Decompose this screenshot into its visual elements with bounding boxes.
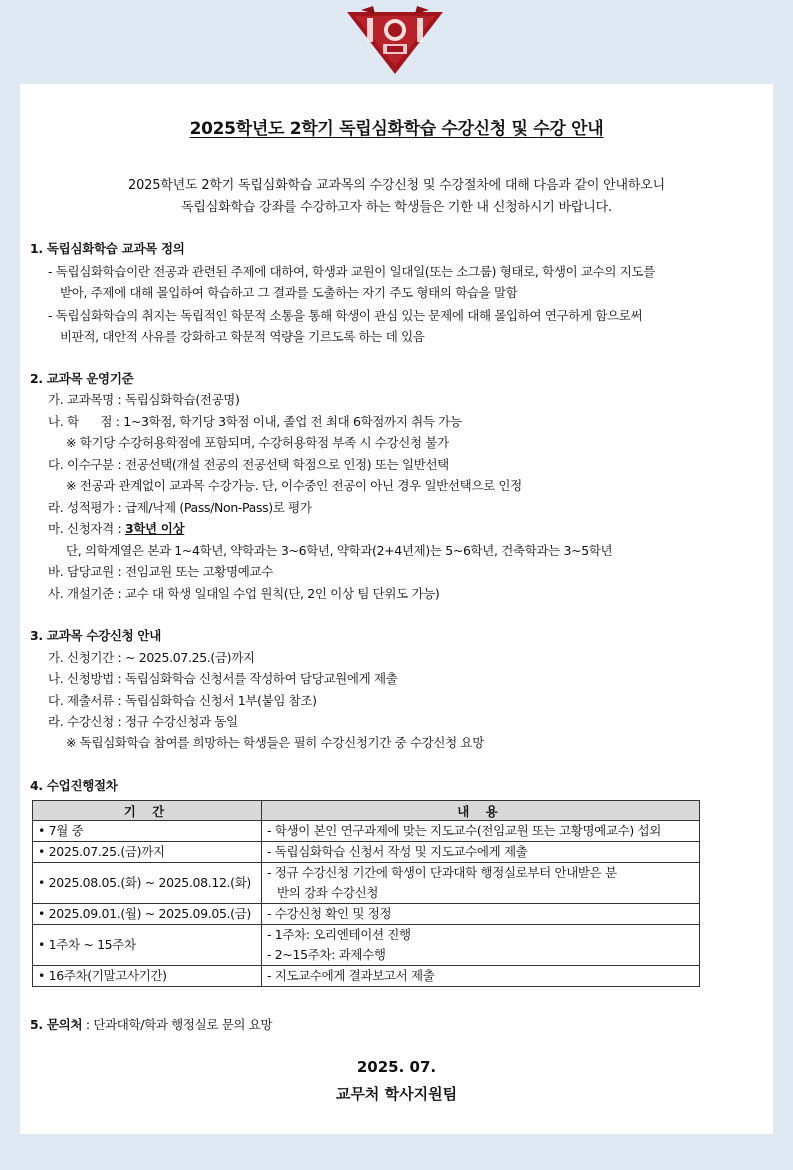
section-3-line: 라. 수강신청 : 정규 수강신청과 동일 [48,714,238,729]
table-cell-content: - 학생이 본인 연구과제에 맞는 지도교수(전임교원 또는 고황명예교수) 섭외 [262,821,700,842]
table-row [33,821,700,842]
table-cell-period: • 1주차 ~ 15주차 [33,925,262,966]
document-page [20,84,773,1134]
section-2-line: 라. 성적평가 : 급제/낙제 (Pass/Non-Pass)로 평가 [48,500,312,515]
section-1-title: 1. 독립심화학습 교과목 정의 [30,241,185,256]
table-cell-period: • 2025.08.05.(화) ~ 2025.08.12.(화) [33,863,262,904]
section-2-line: 바. 담당교원 : 전임교원 또는 고황명예교수 [48,564,273,579]
section-2-line: 다. 이수구분 : 전공선택(개설 전공의 전공선택 학점으로 인정) 또는 일반선택 [48,457,449,472]
table-cell-content: - 지도교수에게 결과보고서 제출 [262,966,700,987]
procedure-table [32,800,700,987]
section-1-line: - 독립심화학습이란 전공과 관련된 주제에 대하여, 학생과 교원이 일대일(또는 소그룹) 형태로, 학생이 교수의 지도를 [48,264,655,279]
section-3-line: 다. 제출서류 : 독립심화학습 신청서 1부(붙임 참조) [48,693,317,708]
section-3-note: ※ 독립심화학습 참여를 희망하는 학생들은 필히 수강신청기간 중 수강신청 요망 [66,735,484,750]
document-title: 2025학년도 2학기 독립심화학습 수강신청 및 수강 안내 [189,119,604,139]
table-cell-content [262,863,700,904]
table-cell-line: - 1주차: 오리엔테이션 진행 [267,927,411,942]
table-cell-content: - 독립심화학습 신청서 작성 및 지도교수에게 제출 [262,842,700,863]
table-cell-period: • 16주차(기말고사기간) [33,966,262,987]
section-3-line: 나. 신청방법 : 독립심화학습 신청서를 작성하여 담당교원에게 제출 [48,671,398,686]
table-cell-period: • 7월 중 [33,821,262,842]
section-1-line: 비판적, 대안적 사유를 강화하고 학문적 역량을 기르도록 하는 데 있음 [60,329,425,344]
table-cell-period: • 2025.09.01.(월) ~ 2025.09.05.(금) [33,904,262,925]
table-cell-content: - 수강신청 확인 및 정정 [262,904,700,925]
section-5 [30,1015,272,1033]
signature-date: 2025. 07. [356,1058,437,1076]
table-cell-line: - 정규 수강신청 기간에 학생이 단과대학 행정실로부터 안내받은 분 [267,865,617,880]
section-5-label: 5. 문의처 [30,1017,83,1032]
section-2-qualification [48,519,184,537]
section-1-line: 받아, 주제에 대해 몰입하여 학습하고 그 결과를 도출하는 자기 주도 형태의 학습을 말함 [60,285,518,300]
table-header-row [33,801,700,821]
section-3-line: 가. 신청기간 : ~ 2025.07.25.(금)까지 [48,650,255,665]
table-cell-line: - 2~15주차: 과제수행 [267,947,386,962]
signature-org: 교무처 학사지원팀 [335,1085,458,1103]
section-4-title: 4. 수업진행절차 [30,778,118,793]
section-2-note: 단, 의학계열은 본과 1~4학년, 약학과는 3~6학년, 약학과(2+4년제)는 5~6학년, 건축학과는 3~5학년 [66,543,613,558]
qualification-label: 마. 신청자격 : [48,521,125,536]
intro-line-2: 독립심화학습 강좌를 수강하고자 하는 학생들은 기한 내 신청하시기 바랍니다. [181,200,612,215]
section-2-line: 사. 개설기준 : 교수 대 학생 일대일 수업 원칙(단, 2인 이상 팀 단위도 가능) [48,586,440,601]
table-row [33,966,700,987]
table-header-content: 내 용 [262,801,700,821]
section-2-title: 2. 교과목 운영기준 [30,371,134,386]
section-1-line: - 독립심화학습의 취지는 독립적인 학문적 소통을 통해 학생이 관심 있는 문제에 대해 몰입하여 연구하게 함으로써 [48,308,643,323]
table-row [33,925,700,966]
table-row [33,904,700,925]
table-cell-line: 반의 강좌 수강신청 [277,885,379,900]
table-cell-period: • 2025.07.25.(금)까지 [33,842,262,863]
section-2-note: ※ 전공과 관계없이 교과목 수강가능. 단, 이수중인 전공이 아닌 경우 일반선택으로 인정 [66,478,522,493]
section-5-text: : 단과대학/학과 행정실로 문의 요망 [82,1017,273,1032]
table-header-period: 기 간 [33,801,262,821]
table-cell-content [262,925,700,966]
section-3-title: 3. 교과목 수강신청 안내 [30,628,161,643]
university-emblem-icon [343,4,447,76]
section-2-line: 가. 교과목명 : 독립심화학습(전공명) [48,392,240,407]
table-row [33,842,700,863]
intro-line-1: 2025학년도 2학기 독립심화학습 교과목의 수강신청 및 수강절차에 대해 다음과 같이 안내하오니 [128,178,665,193]
table-row [33,863,700,904]
section-2-line: 나. 학 점 : 1~3학점, 학기당 3학점 이내, 졸업 전 최대 6학점까지 취득 가능 [48,414,462,429]
qualification-value: 3학년 이상 [124,521,185,536]
section-2-note: ※ 학기당 수강허용학점에 포함되며, 수강허용학점 부족 시 수강신청 불가 [66,435,449,450]
